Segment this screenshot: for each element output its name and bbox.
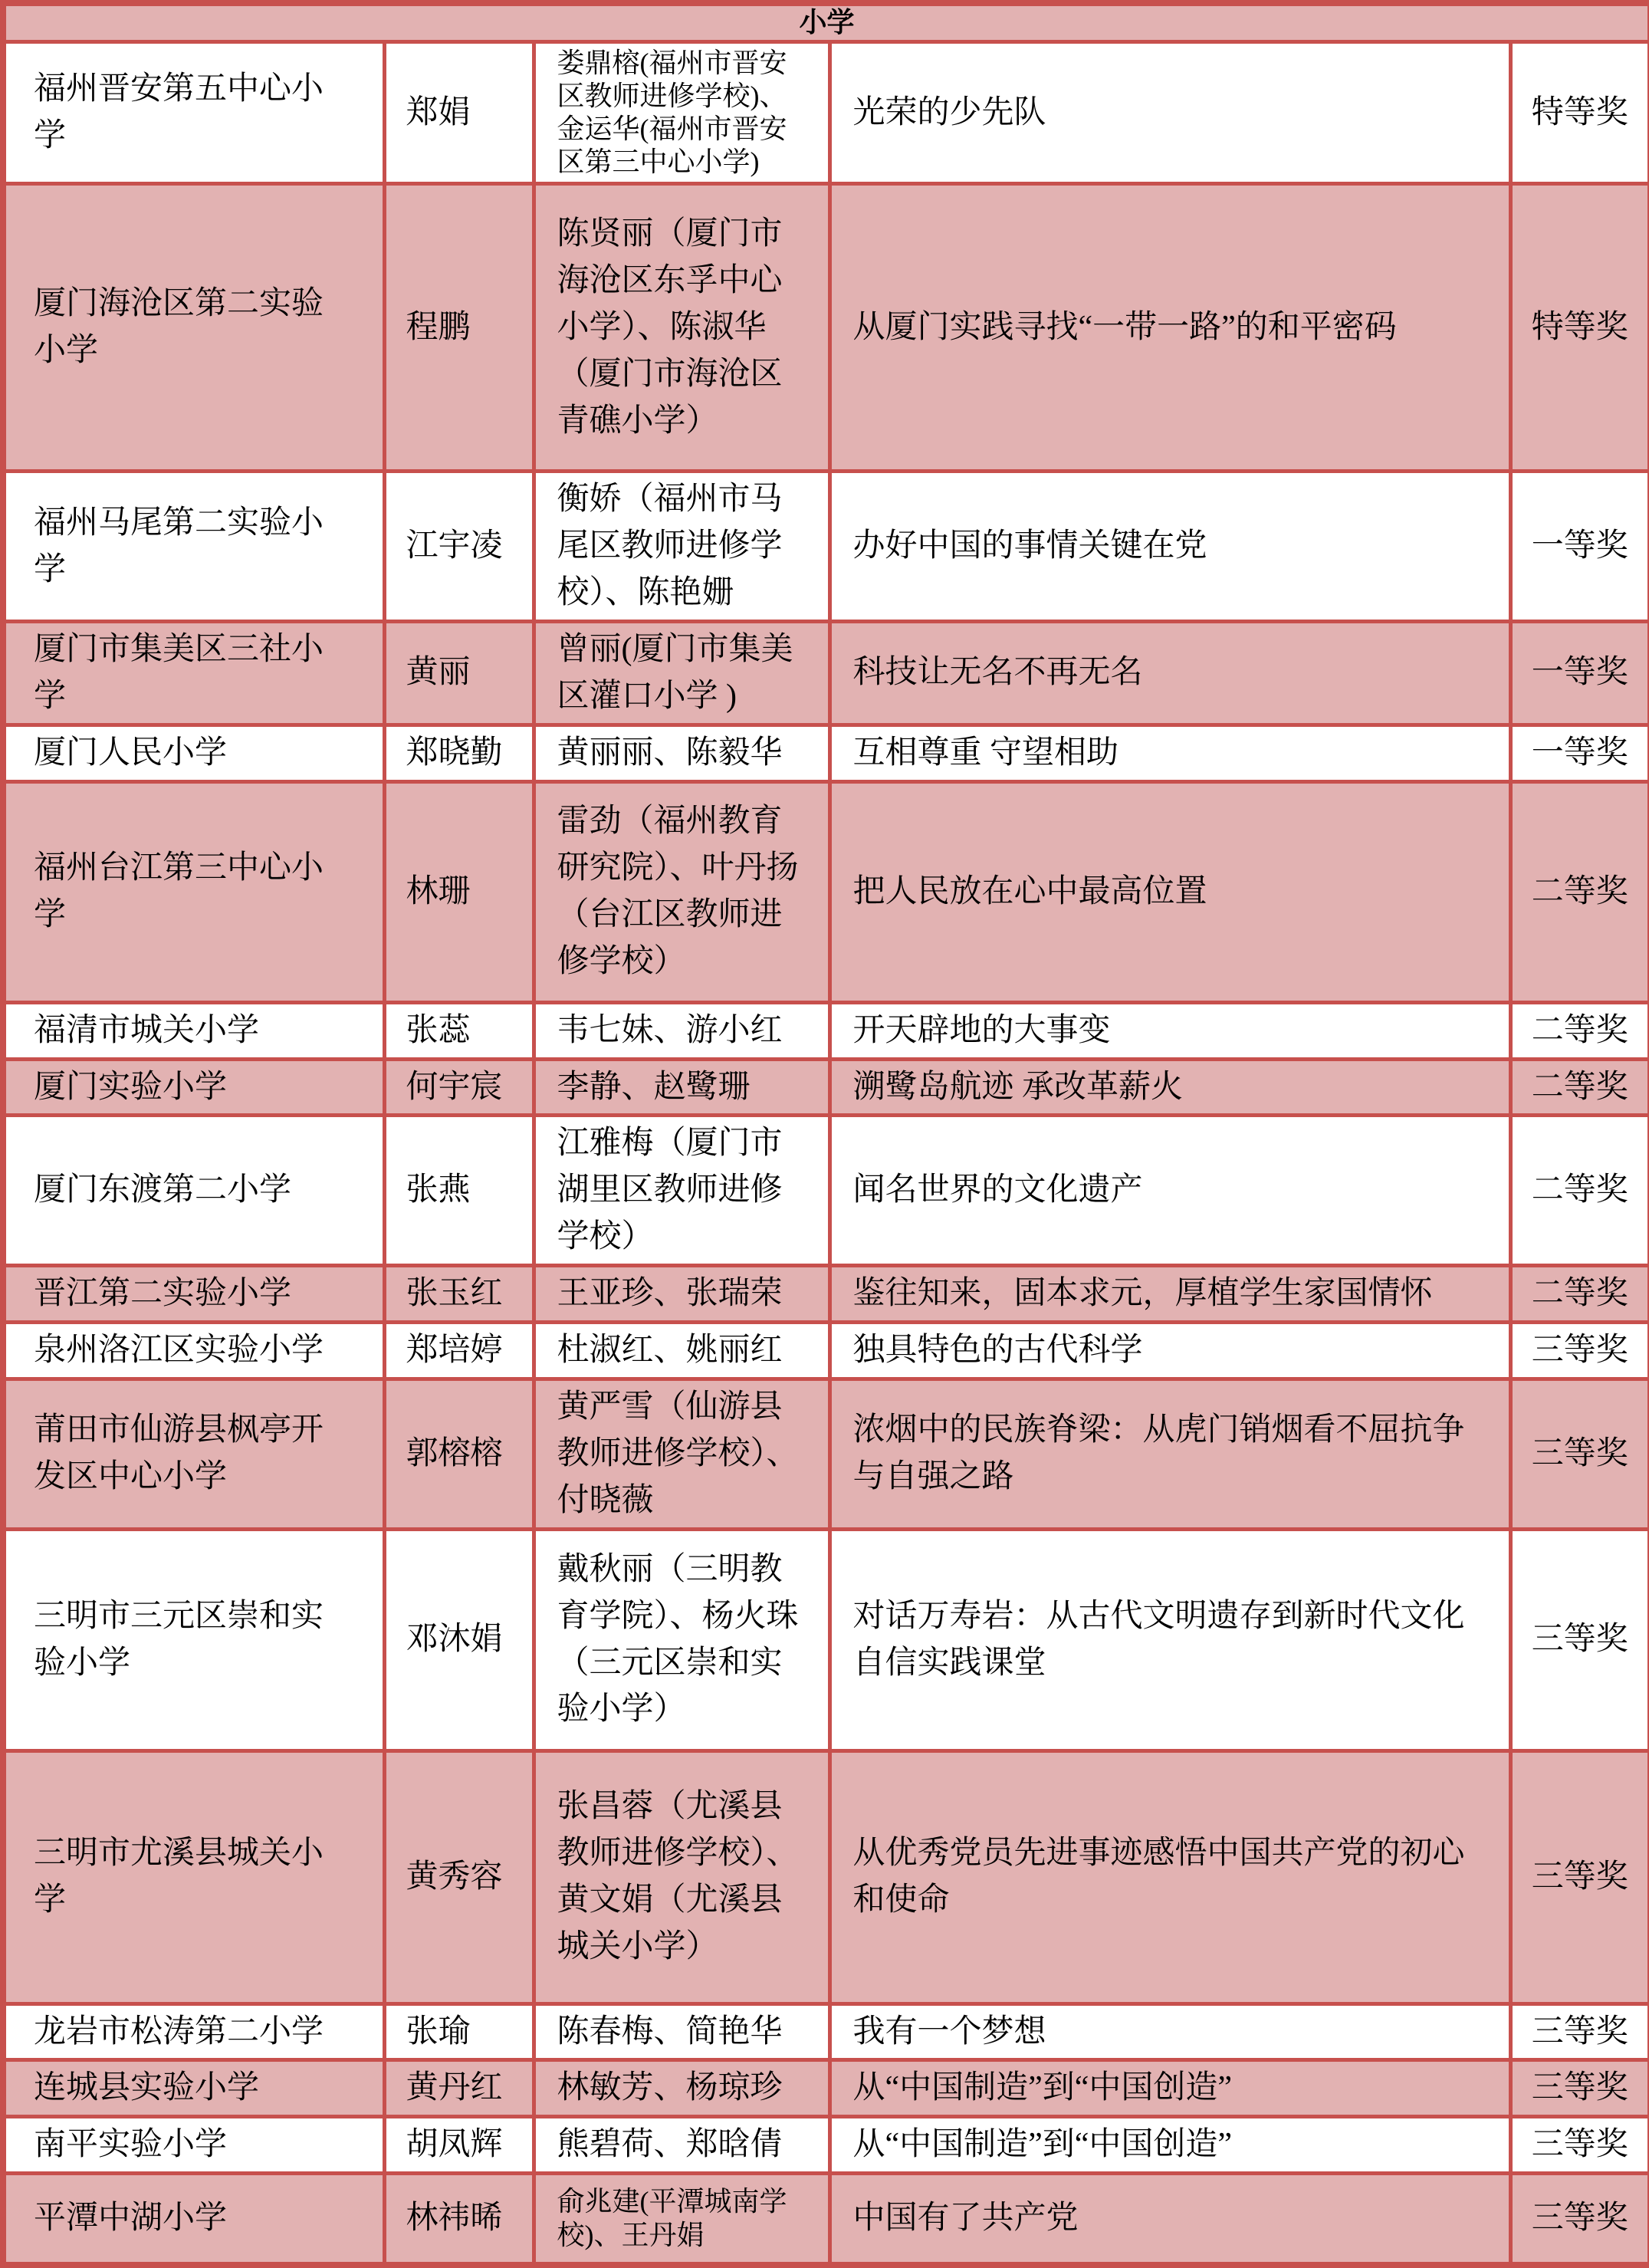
cell-title: 溯鹭岛航迹 承改革薪火 xyxy=(829,1059,1510,1116)
cell-title: 科技让无名不再无名 xyxy=(829,622,1510,725)
cell-instructors: 李静、赵鹭珊 xyxy=(534,1059,829,1116)
cell-instructors: 韦七妹、游小红 xyxy=(534,1002,829,1059)
cell-student: 何宇宸 xyxy=(384,1059,534,1116)
cell-award: 一等奖 xyxy=(1510,725,1649,781)
cell-instructors: 衡娇（福州市马尾区教师进修学校）、陈艳姗 xyxy=(534,472,829,622)
cell-school: 连城县实验小学 xyxy=(3,2060,384,2117)
cell-school: 南平实验小学 xyxy=(3,2117,384,2174)
cell-student: 黄丹红 xyxy=(384,2060,534,2117)
cell-title: 从“中国制造”到“中国创造” xyxy=(829,2117,1510,2174)
cell-school: 三明市尤溪县城关小学 xyxy=(3,1750,384,2003)
cell-title: 从“中国制造”到“中国创造” xyxy=(829,2060,1510,2117)
cell-school: 福州马尾第二实验小学 xyxy=(3,472,384,622)
cell-instructors: 戴秋丽（三明教育学院）、杨火珠（三元区崇和实验小学） xyxy=(534,1529,829,1750)
table-row xyxy=(3,472,1649,622)
cell-title: 闻名世界的文化遗产 xyxy=(829,1116,1510,1266)
cell-school: 莆田市仙游县枫亭开发区中心小学 xyxy=(3,1379,384,1529)
table-head xyxy=(3,3,1649,41)
cell-school: 泉州洛江区实验小学 xyxy=(3,1323,384,1379)
cell-student: 张玉红 xyxy=(384,1266,534,1323)
cell-student: 林珊 xyxy=(384,781,534,1002)
cell-award: 三等奖 xyxy=(1510,2003,1649,2060)
cell-award: 三等奖 xyxy=(1510,1750,1649,2003)
cell-instructors: 雷劲（福州教育研究院）、叶丹扬（台江区教师进修学校） xyxy=(534,781,829,1002)
table-row xyxy=(3,1266,1649,1323)
cell-instructors: 王亚珍、张瑞荣 xyxy=(534,1266,829,1323)
cell-award: 三等奖 xyxy=(1510,2117,1649,2174)
table-row xyxy=(3,2060,1649,2117)
table-row xyxy=(3,1116,1649,1266)
cell-school: 龙岩市松涛第二小学 xyxy=(3,2003,384,2060)
cell-title: 把人民放在心中最高位置 xyxy=(829,781,1510,1002)
cell-award: 三等奖 xyxy=(1510,1323,1649,1379)
table-row xyxy=(3,2117,1649,2174)
table-row xyxy=(3,2003,1649,2060)
table-row xyxy=(3,41,1649,184)
cell-student: 郑晓勤 xyxy=(384,725,534,781)
cell-instructors: 张昌蓉（尤溪县教师进修学校）、黄文娟（尤溪县城关小学） xyxy=(534,1750,829,2003)
cell-award: 二等奖 xyxy=(1510,1116,1649,1266)
table-row xyxy=(3,1002,1649,1059)
cell-school: 厦门海沧区第二实验小学 xyxy=(3,184,384,472)
table-row xyxy=(3,1750,1649,2003)
cell-title: 办好中国的事情关键在党 xyxy=(829,472,1510,622)
cell-title: 互相尊重 守望相助 xyxy=(829,725,1510,781)
table-row xyxy=(3,2174,1649,2265)
cell-school: 厦门东渡第二小学 xyxy=(3,1116,384,1266)
cell-school: 平潭中湖小学 xyxy=(3,2174,384,2265)
cell-award: 二等奖 xyxy=(1510,781,1649,1002)
cell-school: 三明市三元区崇和实验小学 xyxy=(3,1529,384,1750)
table-body xyxy=(3,41,1649,2265)
cell-instructors: 江雅梅（厦门市湖里区教师进修学校） xyxy=(534,1116,829,1266)
cell-title: 鉴往知来，固本求元，厚植学生家国情怀 xyxy=(829,1266,1510,1323)
cell-instructors: 陈贤丽（厦门市海沧区东孚中心小学）、陈淑华（厦门市海沧区青礁小学） xyxy=(534,184,829,472)
table-row xyxy=(3,184,1649,472)
cell-instructors: 陈春梅、简艳华 xyxy=(534,2003,829,2060)
cell-title: 开天辟地的大事变 xyxy=(829,1002,1510,1059)
cell-student: 黄丽 xyxy=(384,622,534,725)
cell-award: 一等奖 xyxy=(1510,472,1649,622)
cell-student: 江宇凌 xyxy=(384,472,534,622)
cell-award: 三等奖 xyxy=(1510,2060,1649,2117)
cell-title: 从优秀党员先进事迹感悟中国共产党的初心和使命 xyxy=(829,1750,1510,2003)
cell-title: 中国有了共产党 xyxy=(829,2174,1510,2265)
cell-title: 从厦门实践寻找“一带一路”的和平密码 xyxy=(829,184,1510,472)
table-row xyxy=(3,781,1649,1002)
cell-school: 厦门人民小学 xyxy=(3,725,384,781)
cell-student: 张蕊 xyxy=(384,1002,534,1059)
cell-award: 一等奖 xyxy=(1510,622,1649,725)
cell-student: 黄秀容 xyxy=(384,1750,534,2003)
cell-student: 张燕 xyxy=(384,1116,534,1266)
cell-student: 林祎晞 xyxy=(384,2174,534,2265)
cell-award: 二等奖 xyxy=(1510,1059,1649,1116)
cell-instructors: 林敏芳、杨琼珍 xyxy=(534,2060,829,2117)
cell-title: 对话万寿岩：从古代文明遗存到新时代文化自信实践课堂 xyxy=(829,1529,1510,1750)
section-header-row xyxy=(3,3,1649,41)
cell-award: 三等奖 xyxy=(1510,2174,1649,2265)
cell-title: 浓烟中的民族脊梁：从虎门销烟看不屈抗争与自强之路 xyxy=(829,1379,1510,1529)
table-row xyxy=(3,1379,1649,1529)
cell-student: 郑培婷 xyxy=(384,1323,534,1379)
cell-student: 胡凤辉 xyxy=(384,2117,534,2174)
table-row xyxy=(3,725,1649,781)
cell-instructors: 俞兆建(平潭城南学校)、王丹娟 xyxy=(534,2174,829,2265)
cell-instructors: 黄丽丽、陈毅华 xyxy=(534,725,829,781)
cell-school: 福州台江第三中心小学 xyxy=(3,781,384,1002)
cell-title: 光荣的少先队 xyxy=(829,41,1510,184)
cell-school: 晋江第二实验小学 xyxy=(3,1266,384,1323)
cell-student: 张瑜 xyxy=(384,2003,534,2060)
table-row xyxy=(3,622,1649,725)
table-row xyxy=(3,1059,1649,1116)
cell-award: 三等奖 xyxy=(1510,1379,1649,1529)
cell-award: 三等奖 xyxy=(1510,1529,1649,1750)
cell-school: 福州晋安第五中心小学 xyxy=(3,41,384,184)
cell-student: 程鹏 xyxy=(384,184,534,472)
cell-title: 独具特色的古代科学 xyxy=(829,1323,1510,1379)
cell-school: 厦门实验小学 xyxy=(3,1059,384,1116)
cell-student: 邓沐娟 xyxy=(384,1529,534,1750)
cell-instructors: 曾丽(厦门市集美区灌口小学 ) xyxy=(534,622,829,725)
cell-instructors: 黄严雪（仙游县教师进修学校）、付晓薇 xyxy=(534,1379,829,1529)
cell-award: 特等奖 xyxy=(1510,184,1649,472)
cell-student: 郑娟 xyxy=(384,41,534,184)
cell-student: 郭榕榕 xyxy=(384,1379,534,1529)
cell-award: 特等奖 xyxy=(1510,41,1649,184)
table-row xyxy=(3,1529,1649,1750)
cell-school: 福清市城关小学 xyxy=(3,1002,384,1059)
cell-title: 我有一个梦想 xyxy=(829,2003,1510,2060)
cell-school: 厦门市集美区三社小学 xyxy=(3,622,384,725)
section-title: 小学 xyxy=(3,3,1649,41)
cell-instructors: 杜淑红、姚丽红 xyxy=(534,1323,829,1379)
table-row xyxy=(3,1323,1649,1379)
cell-instructors: 熊碧荷、郑晗倩 xyxy=(534,2117,829,2174)
cell-award: 二等奖 xyxy=(1510,1266,1649,1323)
cell-instructors: 娄鼎榕(福州市晋安区教师进修学校)、金运华(福州市晋安区第三中心小学) xyxy=(534,41,829,184)
cell-award: 二等奖 xyxy=(1510,1002,1649,1059)
